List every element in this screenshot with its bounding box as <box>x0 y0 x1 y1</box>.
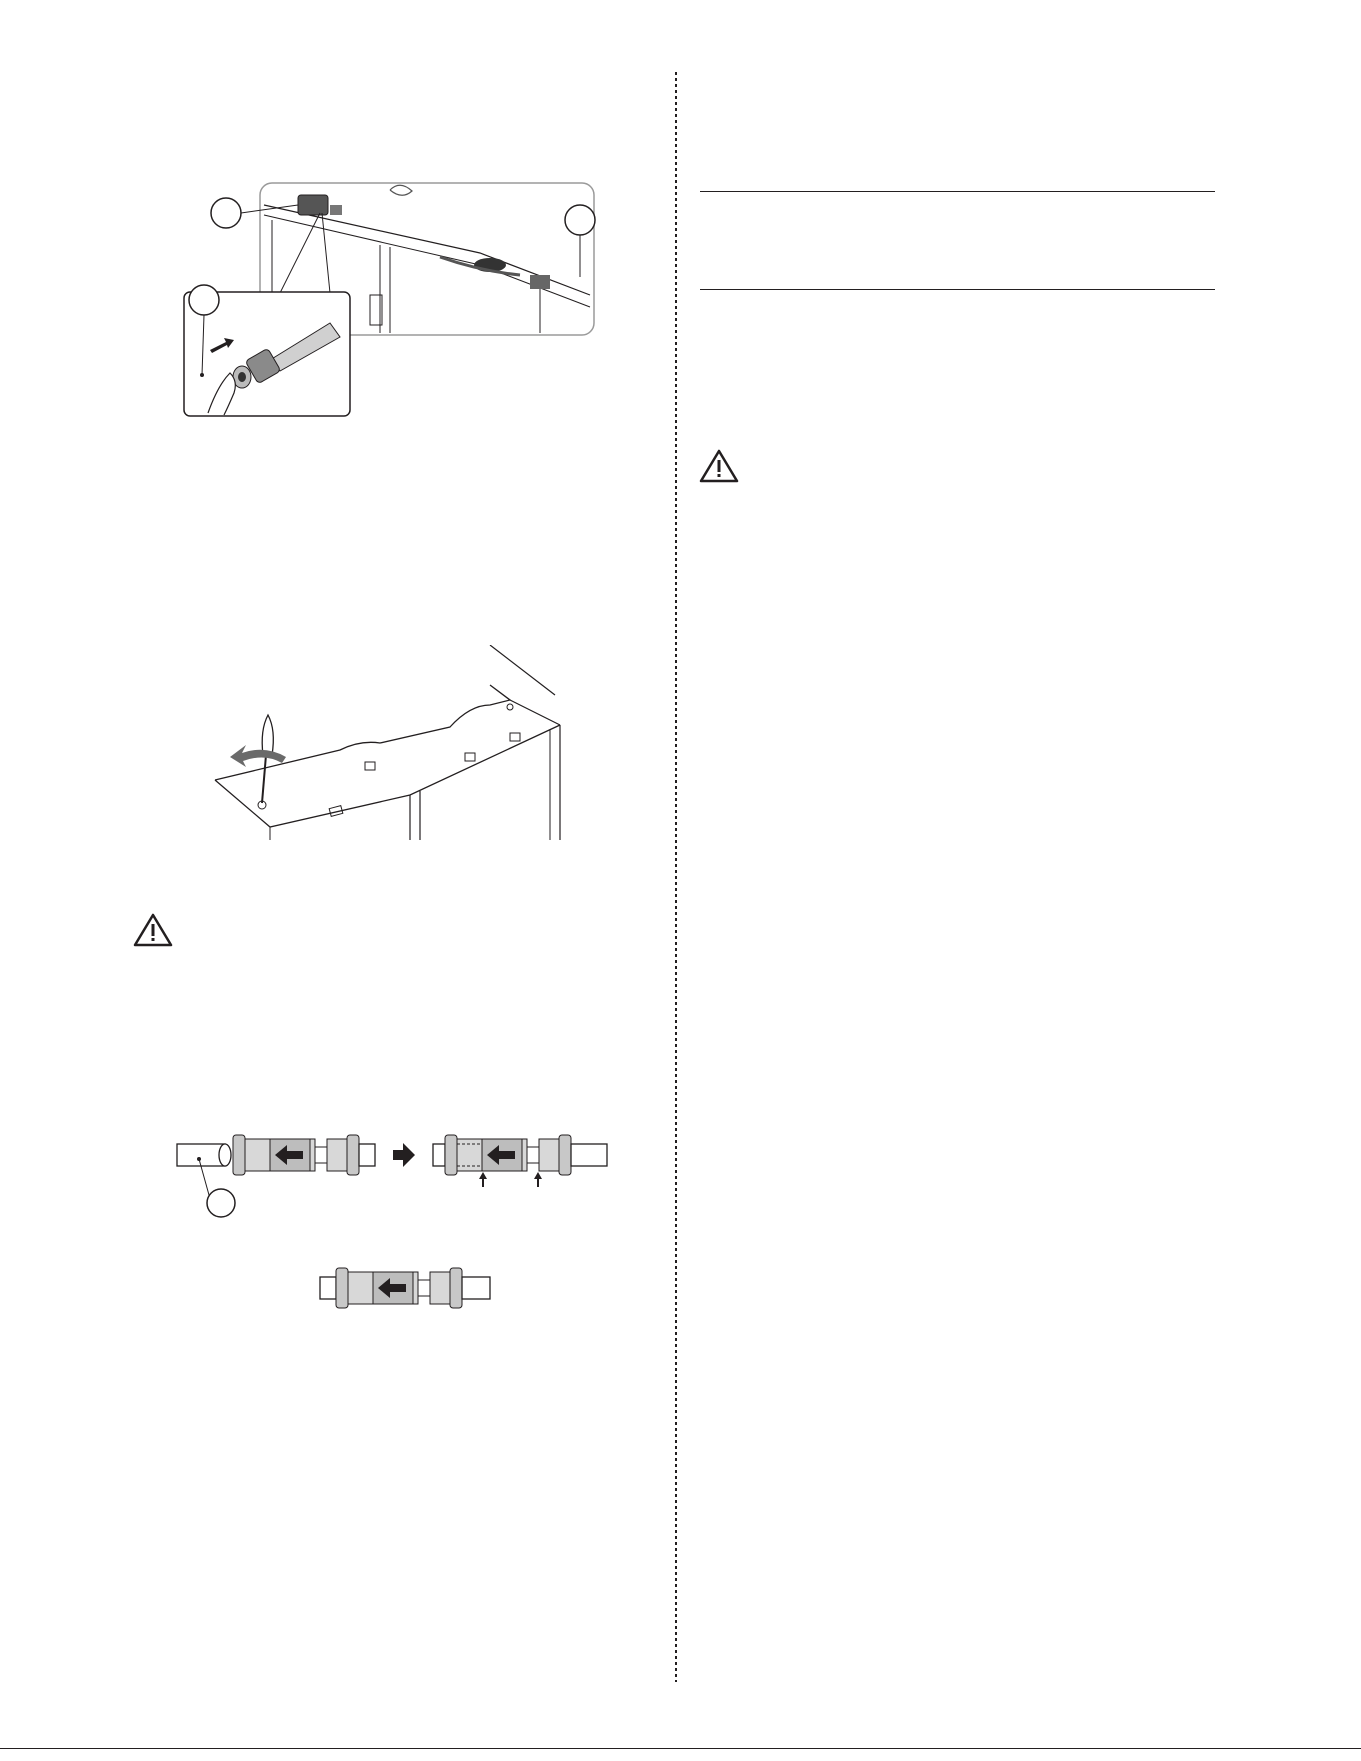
right-section-rule-top <box>700 191 1215 192</box>
tube-connector-inserted <box>433 1135 607 1187</box>
figure-top-cover-screw <box>210 645 570 845</box>
screwdriver-icon <box>262 715 273 803</box>
connector-steps-drawing <box>175 1125 615 1225</box>
refrigerator-top-view <box>180 175 600 425</box>
figure-tube-connector-final <box>318 1258 493 1318</box>
figure-water-line-top <box>180 175 600 425</box>
caution-triangle-icon <box>698 448 740 484</box>
column-divider-line <box>675 72 677 1682</box>
caution-icon-right <box>698 448 740 484</box>
tube-connector-open <box>233 1135 375 1175</box>
connector-final-drawing <box>318 1258 493 1318</box>
figure-tube-connector-steps <box>175 1125 615 1225</box>
step-arrow-icon <box>393 1143 415 1167</box>
right-section-rule-bottom <box>700 289 1215 290</box>
caution-triangle-icon <box>132 912 174 948</box>
page-footer-rule <box>0 1748 1361 1749</box>
insertion-mark-arrow-icon <box>479 1172 487 1187</box>
rotate-arrow-icon <box>230 745 286 767</box>
top-cover-drawing <box>210 645 570 845</box>
caution-icon-left <box>132 912 174 948</box>
column-divider <box>675 72 677 1682</box>
